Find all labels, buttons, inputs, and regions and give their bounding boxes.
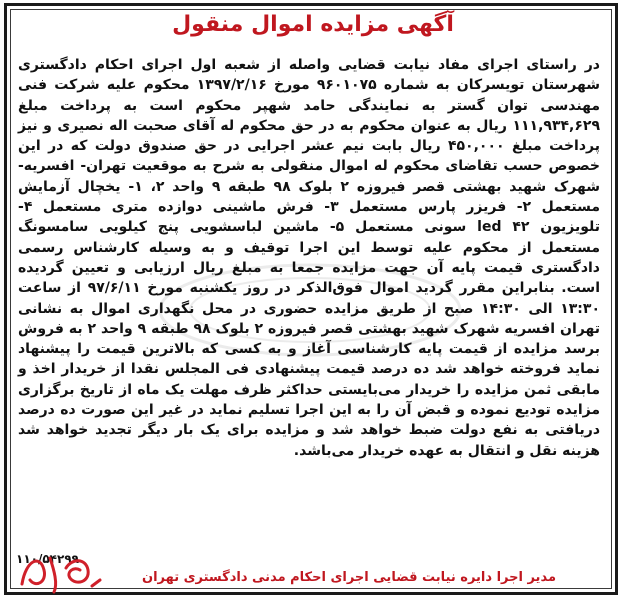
notice-code: ۱۱۰/۵۴۲۹۹ — [16, 552, 79, 566]
notice-body: در راستای اجرای مفاد نیابت قضایی واصله از شعبه اول اجرای احکام دادگستری شهرستان تویسرکان به شماره ۹۶۰۱۰۷۵ مورخ ۱۳۹۷/۲/۱۶ محکوم علیه شرکت فنی مهندسی توان گستر به نمایندگی حامد شهپر محکوم است به پرداخت مبلغ ۱۱۱,۹۳۴,۶۲۹ ریال به عنوان محکوم به در حق محکوم له آقای صحبت اله نصیری و نیز پرداخت مبلغ ۴۵۰,۰۰۰ ریال بابت نیم عشر اجرایی در حق صندوق دولت که در این خصوص حسب تقاضای محکوم له اموال منقولی به شرح به موقعیت تهران- افسریه- شهرک شهید بهشتی قصر فیروزه ۲ بلوک ۹۸ طبقه ۹ واحد ۲، ۱- یخچال آزمایش مستعمل ۲- فریزر پارس مستعمل ۳- فرش ماشینی دوازده متری مستعمل ۴- تلویزیون led ۴۲ سونی مستعمل ۵- ماشین لباسشویی پنج کیلویی سامسونگ مستعمل از محکوم علیه توسط این اجرا توقیف و به وسیله کارشناس رسمی دادگستری قیمت پایه آن جهت مزایده جمعا به مبلغ ریال ارزیابی و تعیین گردیده است. بنابراین مقرر گردید اموال فوق‌الذکر در روز یکشنبه مورخ ۹۷/۶/۱۱ از ساعت ۱۳:۳۰ الی ۱۴:۳۰ صبح از طریق مزایده حضوری در محل نگهداری اموال به نشانی تهران افسریه شهرک شهید بهشتی قصر فیروزه ۲ بلوک ۹۸ طبقه ۹ واحد ۲ به فروش برسد مزایده از قیمت پایه کارشناسی آغاز و به کسی که بالاترین قیمت را پیشنهاد نماید فروخته خواهد شد ده درصد قیمت پیشنهادی فی المجلس نقدا از خریدار اخذ و مابقی ثمن مزایده را خریدار می‌بایستی حداکثر ظرف مهلت یک ماه از تاریخ برگزاری مزایده تودیع نموده و قبض آن را به این اجرا تسلیم نماید در غیر این صورت ده درصد دریافتی به نفع دولت ضبط خواهد شد و مزایده برای یک بار دیگر تجدید خواهد شد هزینه نقل و انتقال به عهده خریدار می‌باشد. — [18, 57, 601, 459]
notice-signature: مدیر اجرا دایره نیابت قضایی اجرای احکام مدنی دادگستری تهران — [141, 570, 556, 585]
handwritten-number-mark-icon — [14, 540, 104, 596]
notice-title: آگهی مزایده اموال منقول — [172, 12, 454, 37]
